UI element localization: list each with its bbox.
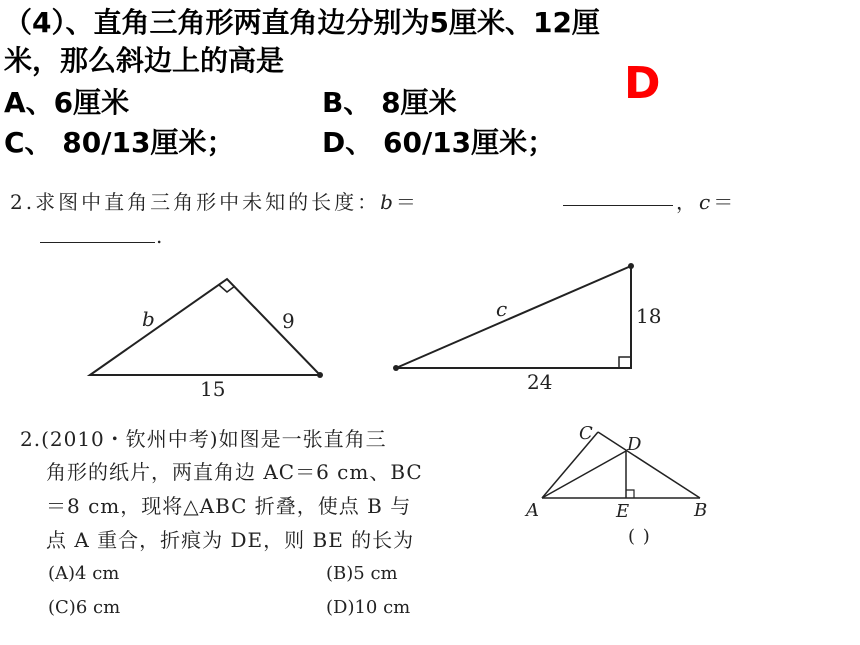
triangle-1-label-9: 9	[282, 309, 295, 333]
triangle-1	[90, 279, 323, 401]
point-label-b: B	[694, 500, 708, 521]
point-label-d: D	[627, 434, 642, 455]
question-4-option-d: D、 60/13厘米；	[322, 126, 556, 159]
equals-c: ＝	[713, 190, 737, 214]
equals-b: ＝	[395, 190, 419, 214]
triangle-2-vertex-dot-left	[393, 365, 399, 371]
triangle-1-label-b: b	[142, 307, 155, 331]
problem-3-line3: ＝8 cm，现将△ABC 折叠，使点 B 与	[46, 494, 412, 518]
blank-c-period: .	[156, 224, 166, 248]
triangle-2-shape	[396, 266, 631, 368]
problem-3-option-d: (D)10 cm	[326, 597, 411, 618]
comma: ，	[676, 190, 699, 214]
answer-parentheses: ( )	[628, 526, 651, 547]
point-label-c: C	[579, 423, 593, 444]
triangle-2-label-c: c	[496, 297, 508, 321]
question-4-line1: （4）、直角三角形两直角边分别为5厘米、12厘	[4, 6, 600, 39]
triangle-2	[393, 263, 661, 394]
side-cb	[598, 432, 700, 498]
question-4-option-b: B、 8厘米	[322, 86, 457, 119]
problem-3-option-c: (C)6 cm	[48, 597, 121, 618]
problem-3-line1: 2.(2010・钦州中考)如图是一张直角三	[20, 427, 387, 451]
question-4-line2: 米，那么斜边上的高是	[4, 44, 285, 77]
triangle-1-label-15: 15	[200, 377, 226, 401]
point-label-a: A	[526, 500, 539, 521]
right-angle-mark-e	[626, 490, 634, 498]
problem-3-line2: 角形的纸片，两直角边 AC＝6 cm、BC	[46, 460, 423, 484]
triangle-2-vertex-dot-top	[628, 263, 634, 269]
triangle-1-vertex-dot	[317, 372, 323, 378]
problem-3-line4: 点 A 重合，折痕为 DE，则 BE 的长为	[46, 528, 415, 552]
problem-2-prefix: 2.求图中直角三角形中未知的长度：	[10, 190, 381, 214]
fold-figure	[524, 423, 707, 522]
triangle-2-label-24: 24	[527, 370, 553, 394]
answer-mark: D	[624, 58, 661, 109]
triangle-2-label-18: 18	[636, 304, 662, 328]
question-4-option-a: A、6厘米	[4, 86, 130, 119]
segment-ad	[542, 451, 626, 498]
question-4-option-c: C、 80/13厘米；	[4, 126, 235, 159]
point-label-e: E	[616, 501, 630, 522]
var-c: c	[699, 190, 714, 214]
problem-3-option-a: (A)4 cm	[48, 563, 120, 584]
problem-3-option-b: (B)5 cm	[326, 563, 398, 584]
var-b: b	[380, 190, 396, 214]
triangle-2-right-angle-mark	[619, 357, 631, 368]
